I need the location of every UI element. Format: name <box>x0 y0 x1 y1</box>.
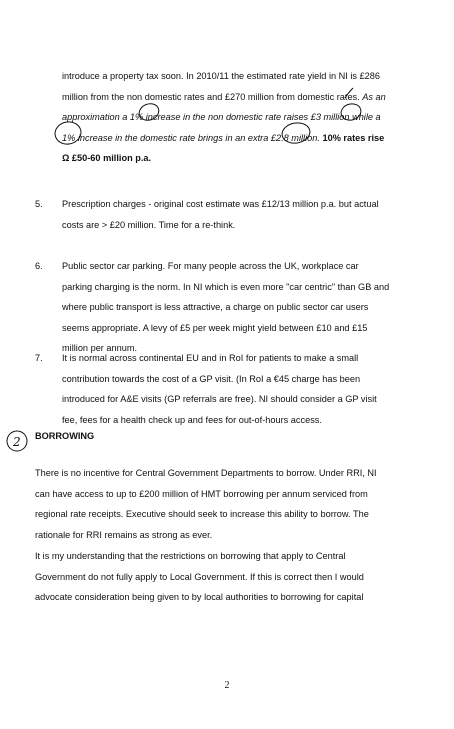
text-line: advocate consideration being given to by local authorities to borrowing for capital <box>35 592 364 602</box>
text-line: It is my understanding that the restrictions on borrowing that apply to Central <box>35 551 346 561</box>
text-line: where public transport is less attractive, a charge on public sector car users <box>62 302 369 312</box>
text-line: rationale for RRI remains as strong as ever. <box>35 529 213 540</box>
text-line: can have access to up to £200 million of HMT borrowing per annum serviced from <box>35 488 368 499</box>
list-item <box>62 194 420 235</box>
text-line: contribution towards the cost of a GP visit. (In RoI a €45 charge has been <box>62 373 361 384</box>
paragraph <box>35 463 420 545</box>
text-line: million per annum. <box>62 343 138 353</box>
handwritten-section-number: 2 <box>13 435 21 449</box>
item-number: 7. <box>35 353 43 363</box>
page-number: 2 <box>224 680 230 691</box>
section-heading: BORROWING <box>35 431 95 441</box>
item-number: 5. <box>35 199 43 209</box>
text-line: introduce a property tax soon. In 2010/11 the estimated rate yield in NI is £286 <box>62 71 381 81</box>
text-line: approximation a 1% increase in the non domestic rate raises £3 million while a <box>62 112 381 122</box>
handwritten-section-circle <box>7 431 27 451</box>
paragraph <box>35 546 420 608</box>
text-span: million from the non domestic rates and £270 million from domestic rates. <box>62 91 360 102</box>
text-line: Government do not fully apply to Local Government. If this is correct then I would <box>35 571 364 582</box>
text-line: It is normal across continental EU and in RoI for patients to make a small <box>62 353 359 363</box>
text-line: Prescription charges - original cost estimate was £12/13 million p.a. but actual <box>62 199 379 209</box>
item-number: 6. <box>35 261 43 271</box>
text-line: There is no incentive for Central Government Departments to borrow. Under RRI, NI <box>35 468 377 478</box>
italic-text: 1% increase in the domestic rate brings in an extra £2.8 million. <box>62 132 320 143</box>
text-line: introduced for A&E visits (GP referrals are free). NI should consider a GP visit <box>62 394 377 404</box>
text-line <box>62 128 420 149</box>
text-line <box>62 87 420 108</box>
text-line: fee, fees for a health check up and fees for out-of-hours access. <box>62 414 322 425</box>
list-item <box>62 348 420 430</box>
text-line: parking charging is the norm. In NI which is even more "car centric" than GB and <box>62 281 390 292</box>
continued-paragraph <box>62 66 420 169</box>
text-line: costs are > £20 million. Time for a re-think. <box>62 219 236 230</box>
text-line: regional rate receipts. Executive should seek to increase this ability to borrow. The <box>35 509 369 519</box>
text-line: seems appropriate. A levy of £5 per week might yield between £10 and £15 <box>62 322 368 333</box>
bold-text: 10% rates rise <box>322 132 385 143</box>
italic-text: As an <box>362 91 386 102</box>
text-line: Ω £50-60 million p.a. <box>62 153 152 163</box>
text-line: Public sector car parking. For many people across the UK, workplace car <box>62 261 359 271</box>
list-item <box>62 256 420 359</box>
